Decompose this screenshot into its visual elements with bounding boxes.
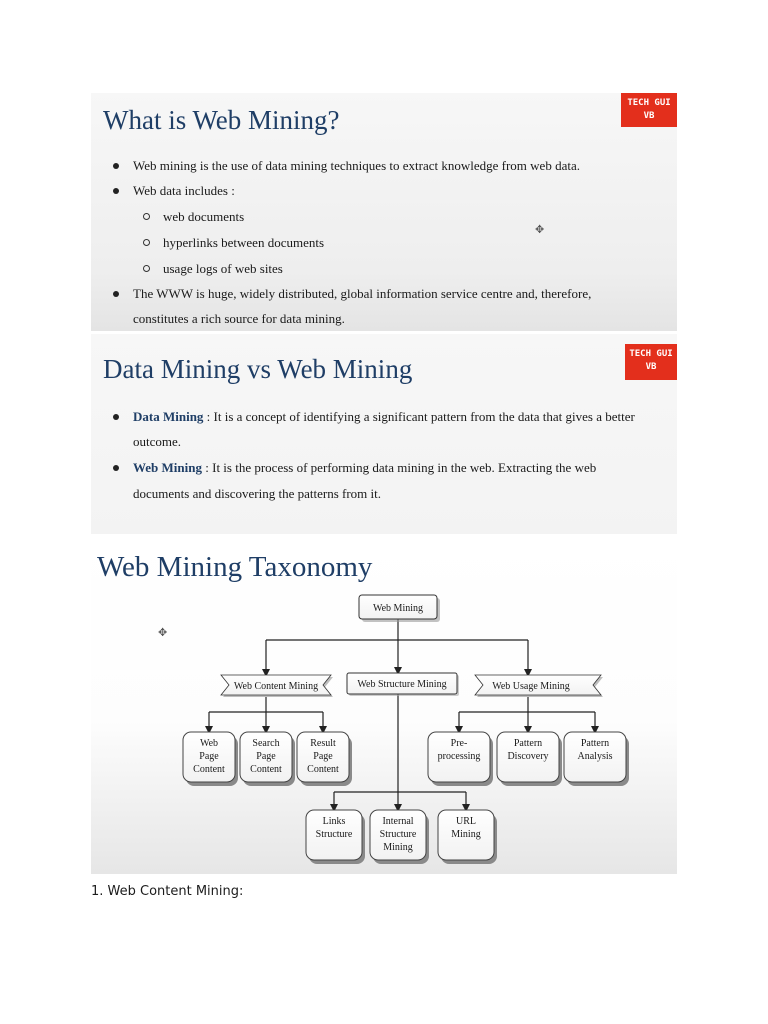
slide-data-vs-web-mining: Data Mining vs Web Mining TECH GUI VB Data Mining : It is a concept of identifying a significant pattern from the data that gives a better outcome. Web Mining : It is the process of performing data mining in the web. Extracting the web documents and discovering the patterns from it. [91,334,677,534]
badge-line-2: VB [645,362,657,372]
term-web-mining: Web Mining [133,460,202,475]
node-label: Internal [382,816,414,827]
node-label: URL [456,816,476,827]
cursor-icon: ✥ [535,223,545,236]
node-usage-leaf [428,732,493,786]
slide-title: What is Web Mining? [103,105,340,135]
node-label: Links [322,816,346,827]
taxonomy-diagram [91,534,677,874]
node-usage-leaf [564,732,629,786]
tech-gui-logo-badge [625,344,677,380]
node-web-content-mining [221,675,333,697]
node-web-mining [359,595,440,622]
node-label: Pattern [513,738,543,749]
node-structure-leaf [370,810,429,864]
node-label: Content [250,764,282,775]
node-content-leaf [240,732,295,786]
node-label: Web Mining [372,603,424,614]
node-label: Discovery [507,751,549,762]
slide-web-mining-taxonomy [91,534,677,874]
node-label: processing [437,751,481,762]
node-web-structure-mining [347,673,459,696]
slide-title: Data Mining vs Web Mining [103,354,413,384]
section-heading: 1. Web Content Mining: [91,884,244,899]
tech-gui-logo-badge [621,93,677,127]
node-label: Structure [315,829,353,840]
term-data-mining: Data Mining [133,409,204,424]
node-label: Page [256,751,276,762]
node-structure-leaf [438,810,497,864]
node-usage-leaf [497,732,562,786]
node-content-leaf [183,732,238,786]
slide-title: Web Mining Taxonomy [97,551,373,583]
node-label: Search [252,738,280,749]
node-label: Mining [383,842,413,853]
node-label: Page [313,751,333,762]
node-web-usage-mining [475,675,603,697]
node-label: Pre- [450,738,468,749]
badge-line-1: TECH GUI [629,349,673,359]
node-label: Web Usage Mining [492,681,570,692]
leaf-nodes [183,732,629,864]
node-label: Web Content Mining [233,681,319,692]
badge-line-2: VB [643,111,655,121]
node-label: Pattern [580,738,610,749]
node-label: Web [199,738,219,749]
node-label: Page [199,751,219,762]
node-structure-leaf [306,810,365,864]
slide-what-is-web-mining: What is Web Mining? TECH GUI VB Web mining is the use of data mining techniques to extract knowledge from web data. Web data includes : web documents hyperlinks between documents usage logs of web sites The WWW is huge, widely distributed, global information service centre and, therefore, constitutes a rich source for data mining. ✥ [91,93,677,331]
node-label: Analysis [577,751,613,762]
node-label: Content [193,764,225,775]
node-label: Structure [379,829,417,840]
node-content-leaf [297,732,352,786]
node-label: Web Structure Mining [357,679,447,690]
node-label: Result [310,738,336,749]
node-label: Mining [451,829,481,840]
cursor-icon: ✥ [158,626,168,639]
badge-line-1: TECH GUI [627,98,671,108]
node-label: Content [307,764,339,775]
